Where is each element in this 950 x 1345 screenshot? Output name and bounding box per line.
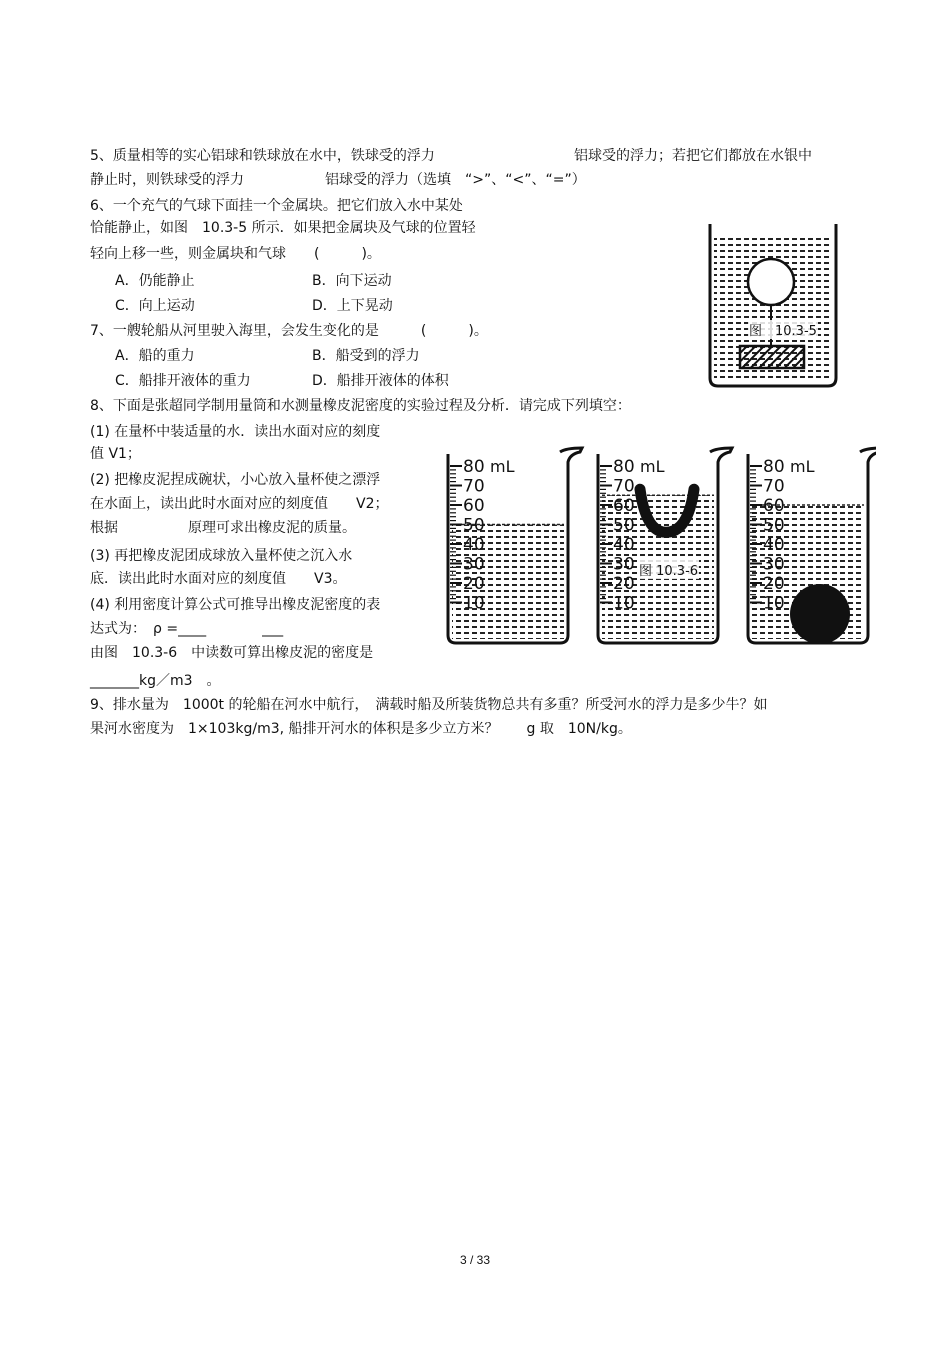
q8-step4-line2: 达式为： ρ =____ ___ [90, 621, 284, 637]
q7-option-b: B．船受到的浮力 [312, 348, 420, 364]
q8-step3-line2: 底．读出此时水面对应的刻度值 V3。 [90, 571, 347, 587]
scale-label: 20 [463, 574, 485, 594]
q5-line2b: 铝球受的浮力（选填 “>”、“<”、“=”） [325, 172, 586, 188]
scale-label: 30 [613, 554, 635, 575]
scale-label: 30 [463, 554, 485, 575]
beakers-diagram [440, 438, 876, 656]
q9-line2: 果河水密度为 1×103kg/m3, 船排开河水的体积是多少立方米？ g 取 10N/kg。 [90, 721, 632, 737]
q5-line2a: 静止时，则铁球受的浮力 [90, 172, 244, 188]
scale-label: 40 [463, 535, 485, 555]
q8-result-line2: _______kg／m3 。 [90, 673, 221, 689]
balloon [748, 259, 794, 305]
scale-label: 50 [463, 515, 485, 536]
q6-line1: 6、一个充气的气球下面挂一个金属块。把它们放入水中某处 [90, 198, 463, 214]
q9-line1: 9、排水量为 1000t 的轮船在河水中航行， 满载时船及所装货物总共有多重？所受河水的浮力是多少牛？如 [90, 697, 768, 713]
q8-result-line1: 由图 10.3-6 中读数可算出橡皮泥的密度是 [90, 645, 374, 661]
scale-label: 60 [463, 496, 485, 516]
page-number: 3 / 33 [459, 1253, 491, 1267]
q6-option-a: A．仍能静止 [115, 273, 195, 289]
scale-label: 20 [613, 574, 635, 594]
figure-10-3-5-caption: 图 10.3-5 [748, 320, 818, 339]
scale-label: 70 [613, 476, 635, 497]
scale-label: 70 [763, 476, 785, 497]
q7-option-d: D．船排开液体的体积 [312, 373, 449, 389]
q7-line1: 7、一艘轮船从河里驶入海里，会发生变化的是 ( )。 [90, 323, 488, 339]
q6-line2: 恰能静止，如图 10.3-5 所示．如果把金属块及气球的位置轻 [90, 220, 476, 236]
scale-label: 80 [463, 457, 485, 477]
q8-step2-line2: 在水面上，读出此时水面对应的刻度值 V2； [90, 496, 389, 512]
q8-step4-line1: (4) 利用密度计算公式可推导出橡皮泥密度的表 [90, 597, 381, 613]
scale-label: 10 [763, 593, 785, 614]
q5-line1b: 铝球受的浮力；若把它们都放在水银中 [574, 148, 812, 164]
q6-option-b: B．向下运动 [312, 273, 392, 289]
q6-option-d: D．上下晃动 [312, 298, 393, 314]
q7-option-a: A．船的重力 [115, 348, 195, 364]
balloon-and-metal-diagram [704, 218, 841, 392]
scale-label: 80 [613, 457, 635, 477]
q8-step1-line2: 值 V1； [90, 446, 141, 462]
q5-line1a: 5、质量相等的实心铝球和铁球放在水中，铁球受的浮力 [90, 148, 435, 164]
scale-label: 80 [763, 457, 785, 477]
q7-option-c: C．船排开液体的重力 [115, 373, 251, 389]
q8-step2-line1: (2) 把橡皮泥捏成碗状，小心放入量杯使之漂浮 [90, 472, 381, 488]
scale-label: 30 [763, 554, 785, 575]
scale-label: 40 [763, 535, 785, 555]
scale-label: 60 [763, 496, 785, 516]
scale-label: 50 [763, 515, 785, 536]
q6-option-c: C．向上运动 [115, 298, 195, 314]
clay-ball [790, 584, 850, 644]
q8-intro: 8、下面是张超同学制用量筒和水测量橡皮泥密度的实验过程及分析．请完成下列填空： [90, 398, 631, 414]
scale-label: 40 [613, 535, 635, 555]
unit-label: mL [790, 457, 815, 476]
figure-10-3-6 [440, 438, 876, 656]
scale-label: 20 [763, 574, 785, 594]
scale-label: 70 [463, 476, 485, 497]
scale-label: 10 [613, 593, 635, 614]
q8-step3-line1: (3) 再把橡皮泥团成球放入量杯使之沉入水 [90, 548, 353, 564]
q8-step1-line1: (1) 在量杯中装适量的水．读出水面对应的刻度 [90, 424, 381, 440]
scale-label: 50 [613, 515, 635, 536]
figure-10-3-6-caption: 图 10.3-6 [638, 560, 699, 579]
unit-label: mL [490, 457, 515, 476]
scale-label: 60 [613, 496, 635, 516]
scale-label: 10 [463, 593, 485, 614]
figure-10-3-5 [704, 218, 841, 392]
q8-step2-line3: 根据 原理可求出橡皮泥的质量。 [90, 520, 356, 536]
q6-line3: 轻向上移一些，则金属块和气球 ( )。 [90, 246, 381, 262]
unit-label: mL [640, 457, 665, 476]
metal-block [740, 346, 804, 368]
